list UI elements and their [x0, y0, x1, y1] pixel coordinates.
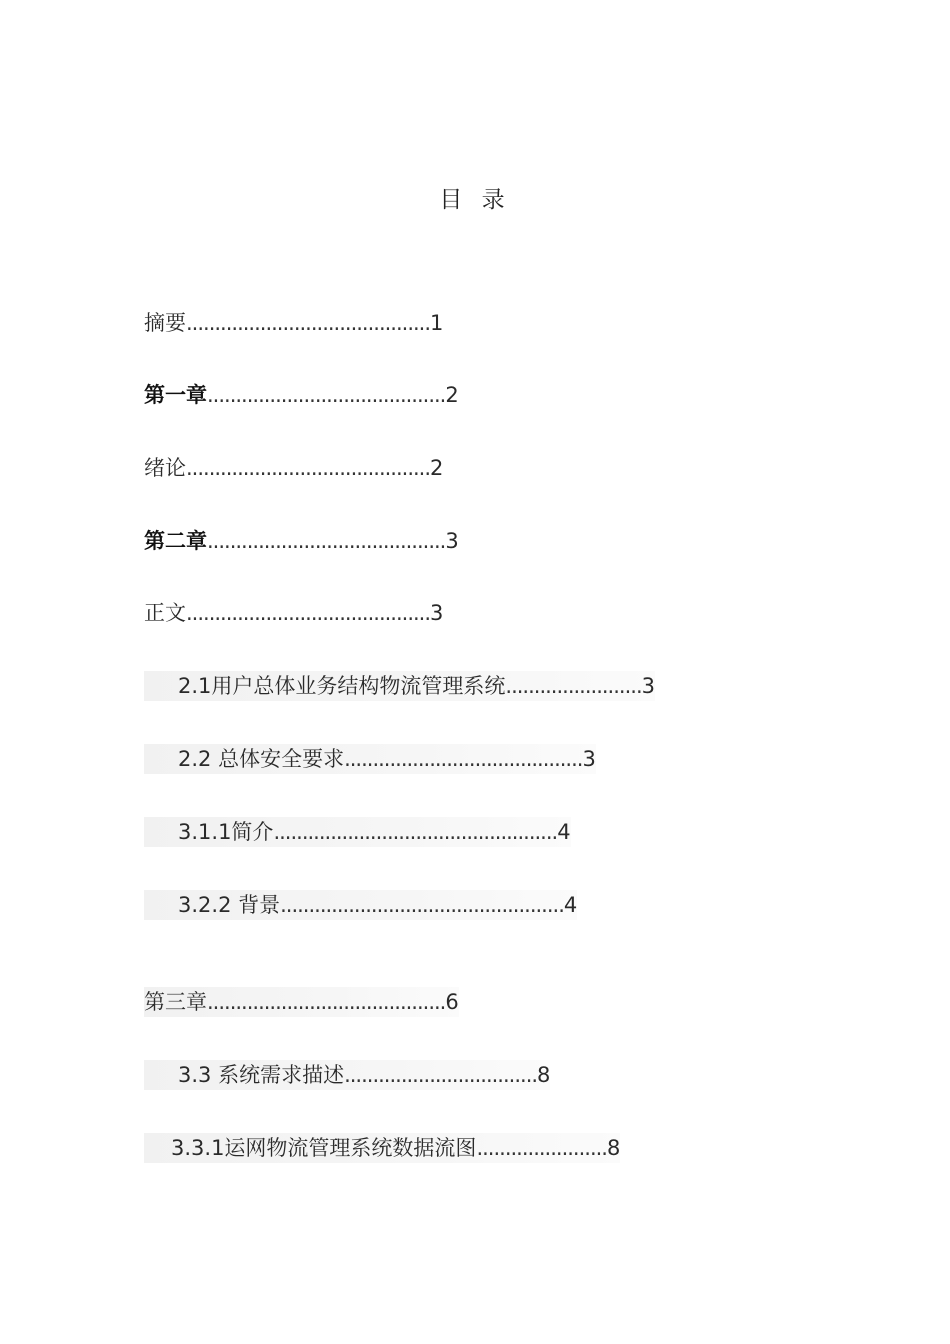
toc-entry-section-3-3[interactable] [144, 1060, 550, 1090]
dot-leader: .................................................. [273, 820, 558, 844]
dot-leader: .................................................. [280, 893, 564, 917]
dot-leader: ........................................... [186, 601, 431, 625]
dot-leader: ........................................... [186, 456, 431, 480]
page-number: 4 [557, 820, 571, 844]
entry-label: 第二章 [144, 529, 207, 553]
toc-entry-section-3-1-1[interactable] [144, 817, 571, 847]
entry-label: 正文 [144, 601, 186, 625]
toc-entry-main-text[interactable] [144, 598, 443, 628]
toc-entry-chapter-2[interactable] [144, 526, 459, 556]
page-number: 8 [537, 1063, 551, 1087]
entry-label: 3.3.1运网物流管理系统数据流图 [171, 1136, 477, 1160]
toc-entry-introduction[interactable] [144, 453, 443, 483]
dot-leader: ....................... [476, 1136, 607, 1160]
entry-label: 第一章 [144, 383, 207, 407]
dot-leader: .......................................... [207, 529, 446, 553]
page-number: 2 [430, 456, 444, 480]
page-number: 8 [606, 1136, 621, 1160]
dot-leader: .......................................... [344, 747, 583, 771]
page-number: 3 [445, 529, 459, 553]
entry-label: 2.1用户总体业务结构物流管理系统 [178, 674, 506, 698]
entry-label: 第三章 [144, 990, 207, 1014]
entry-label: 摘要 [144, 311, 186, 335]
entry-label: 3.1.1简介 [178, 820, 274, 844]
toc-entry-section-3-3-1[interactable] [144, 1133, 620, 1163]
page-number: 3 [582, 747, 596, 771]
page-number: 2 [445, 383, 459, 407]
dot-leader: .................................. [344, 1063, 538, 1087]
page-number: 4 [563, 893, 578, 917]
page-number: 6 [445, 990, 459, 1014]
toc-entry-chapter-1[interactable] [144, 380, 459, 410]
dot-leader: .......................................... [207, 990, 446, 1014]
toc-entry-chapter-3[interactable] [144, 987, 459, 1017]
page-number: 3 [430, 601, 444, 625]
page-number: 3 [641, 674, 655, 698]
entry-label: 2.2 总体安全要求 [178, 747, 345, 771]
entry-label: 3.3 系统需求描述 [178, 1063, 345, 1087]
entry-label: 3.2.2 背景 [178, 893, 281, 917]
dot-leader: ........................................... [186, 311, 431, 335]
toc-entry-section-2-1[interactable] [144, 671, 655, 701]
entry-label: 绪论 [144, 456, 186, 480]
toc-entry-section-2-2[interactable] [144, 744, 596, 774]
dot-leader: ........................ [505, 674, 642, 698]
toc-entry-abstract[interactable] [144, 308, 443, 338]
toc-entry-section-3-2-2[interactable] [144, 890, 577, 920]
dot-leader: .......................................... [207, 383, 446, 407]
page-title: 目 录 [439, 187, 511, 213]
page-number: 1 [430, 311, 444, 335]
